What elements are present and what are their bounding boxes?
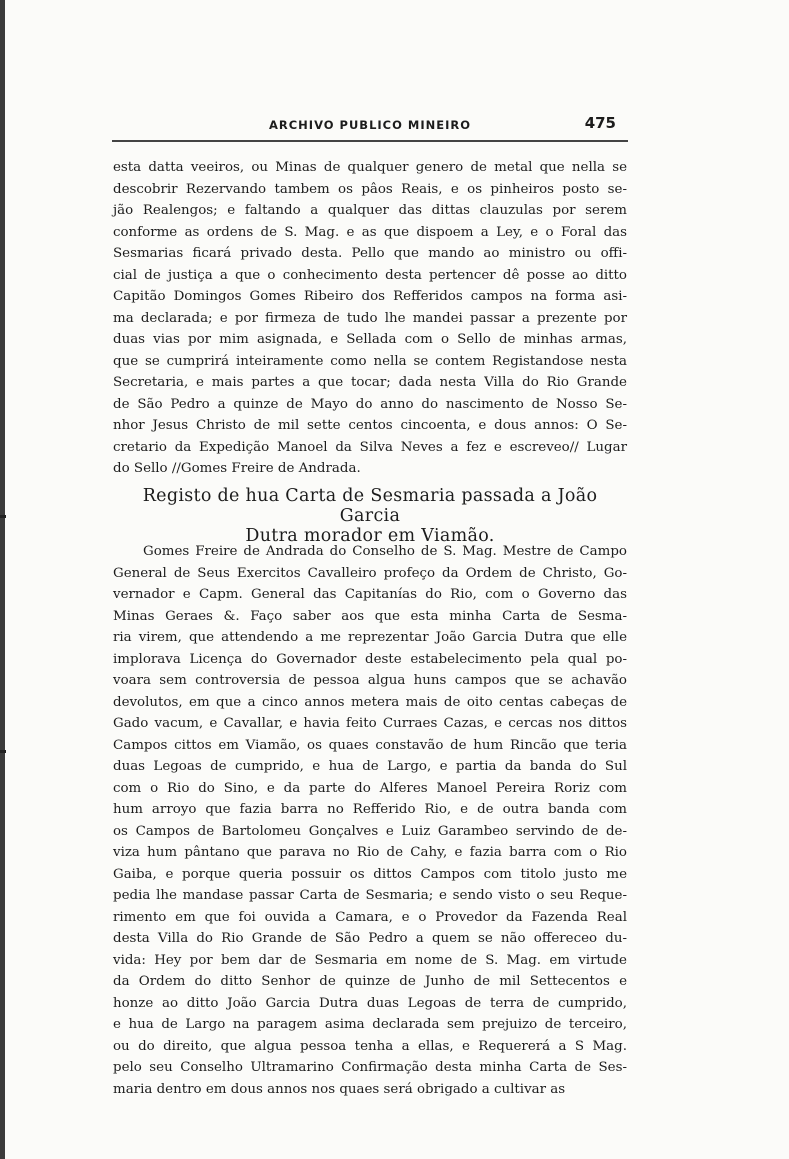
section-heading [113, 486, 627, 546]
heading-line: Dutra morador em Viamão. [245, 526, 495, 546]
gutter-mark [0, 515, 6, 518]
text-line: cretario da Expedição Manoel da Silva Neves a fez e escreveo// Lugar [113, 439, 627, 455]
page-number: 475 [584, 114, 616, 132]
text-line: honze ao ditto João Garcia Dutra duas Legoas de terra de cumprido, [113, 995, 627, 1011]
text-line: descobrir Rezervando tambem os pâos Reais, e os pinheiros posto se- [113, 181, 627, 197]
text-line: duas Legoas de cumprido, e hua de Largo, e partia da banda do Sul [113, 759, 627, 774]
text-line: viza hum pântano que parava no Rio de Cahy, e fazia barra com o Rio [113, 845, 627, 860]
text-line: Capitão Domingos Gomes Ribeiro dos Refferidos campos na forma asi- [113, 289, 627, 304]
text-line: de São Pedro a quinze de Mayo do anno do nascimento de Nosso Se- [113, 396, 627, 412]
text-line: que se cumprirá inteiramente como nella se contem Registandose nesta [113, 353, 627, 369]
text-line: do Sello //Gomes Freire de Andrada. [113, 461, 361, 476]
text-line: jão Realengos; e faltando a qualquer das dittas clauzulas por serem [113, 203, 627, 218]
text-line: pelo seu Conselho Ultramarino Confirmação desta minha Carta de Ses- [113, 1060, 627, 1075]
text-line: Sesmarias ficará privado desta. Pello que mando ao ministro ou offi- [113, 246, 627, 261]
text-line: vida: Hey por bem dar de Sesmaria em nome de S. Mag. em virtude [113, 952, 627, 968]
continuation-paragraph [113, 157, 627, 480]
scan-edge [0, 0, 5, 1159]
text-line: da Ordem do ditto Senhor de quinze de Junho de mil Settecentos e [113, 974, 627, 989]
text-line: Gaiba, e porque queria possuir os dittos Campos com titolo justo me [113, 866, 627, 882]
text-line: desta Villa do Rio Grande de São Pedro a quem se não offereceo du- [113, 931, 627, 946]
text-line: voara sem controversia de pessoa algua huns campos que se achavão [113, 673, 627, 688]
text-line: Gomes Freire de Andrada do Conselho de S. Mag. Mestre de Campo [143, 544, 627, 559]
text-line: devolutos, em que a cinco annos metera mais de oito centas cabeças de [113, 694, 627, 710]
text-line: os Campos de Bartolomeu Gonçalves e Luiz Garambeo servindo de de- [113, 823, 627, 839]
text-line: maria dentro em dous annos nos quaes será obrigado a cultivar as [113, 1081, 566, 1097]
text-line: Gado vacum, e Cavallar, e havia feito Curraes Cazas, e cercas nos dittos [113, 716, 627, 731]
text-line: com o Rio do Sino, e da parte do Alferes Manoel Pereira Roriz com [113, 780, 627, 796]
text-line: conforme as ordens de S. Mag. e as que dispoem a Ley, e o Foral das [113, 224, 627, 240]
text-line: pedia lhe mandase passar Carta de Sesmaria; e sendo visto o seu Reque- [113, 888, 627, 903]
heading-line: Registo de hua Carta de Sesmaria passada a João Garcia [142, 486, 598, 526]
text-line: ou do direito, que algua pessoa tenha a ellas, e Requererá a S Mag. [113, 1038, 627, 1054]
text-line: ria virem, que attendendo a me reprezentar João Garcia Dutra que elle [113, 630, 627, 645]
text-line: vernador e Capm. General das Capitanías do Rio, com o Governo das [113, 587, 627, 602]
text-line: duas vias por mim asignada, e Sellada com o Sello de minhas armas, [113, 332, 627, 347]
text-line: hum arroyo que fazia barra no Refferido Rio, e de outra banda com [113, 802, 627, 817]
text-line: nhor Jesus Christo de mil sette centos cincoenta, e dous annos: O Se- [113, 418, 627, 433]
running-title: ARCHIVO PUBLICO MINEIRO [268, 118, 472, 132]
gutter-mark [0, 750, 6, 753]
page-header [112, 114, 628, 138]
body-paragraph [113, 541, 627, 1100]
text-line: esta datta veeiros, ou Minas de qualquer genero de metal que nella se [113, 160, 627, 175]
text-line: Secretaria, e mais partes a que tocar; dada nesta Villa do Rio Grande [113, 375, 627, 390]
header-rule [112, 140, 628, 143]
text-line: ma declarada; e por firmeza de tudo lhe mandei passar a prezente por [113, 310, 627, 326]
text-line: General de Seus Exercitos Cavalleiro profeço da Ordem de Christo, Go- [113, 565, 627, 581]
text-line: e hua de Largo na paragem asima declarada sem prejuizo de terceiro, [113, 1017, 627, 1032]
text-line: Campos cittos em Viamão, os quaes constavão de hum Rincão que teria [113, 737, 627, 753]
text-line: cial de justiça a que o conhecimento desta pertencer dê posse ao ditto [113, 267, 627, 283]
text-line: implorava Licença do Governador deste estabelecimento pela qual po- [113, 651, 627, 667]
text-line: rimento em que foi ouvida a Camara, e o Provedor da Fazenda Real [113, 909, 627, 925]
text-line: Minas Geraes &. Faço saber aos que esta minha Carta de Sesma- [113, 608, 627, 624]
